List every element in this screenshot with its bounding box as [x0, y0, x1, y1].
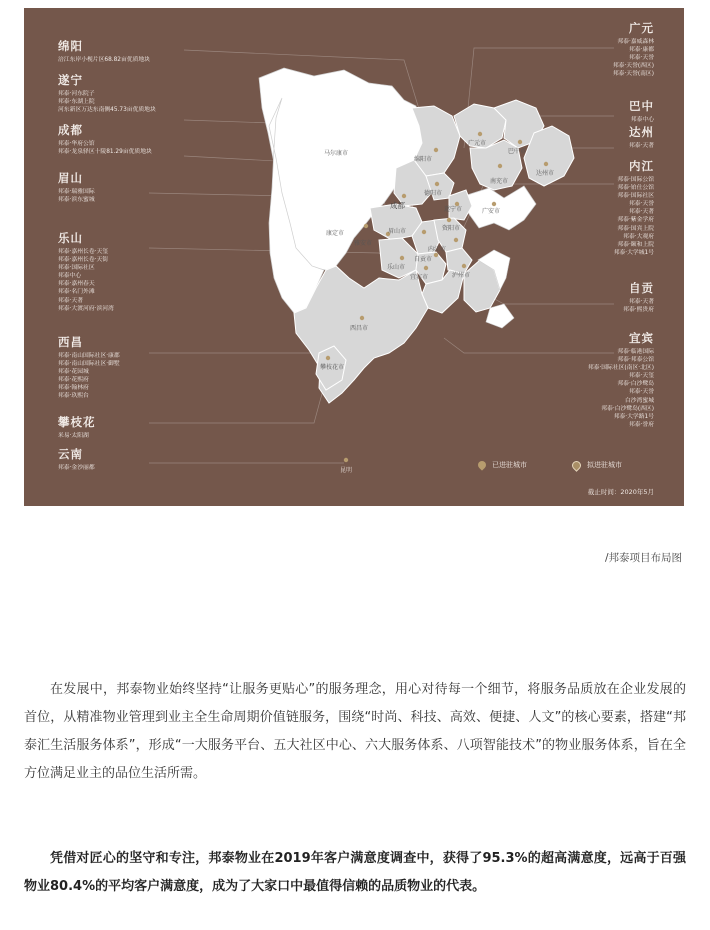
project-item: 邦泰·滨东蜜城: [58, 197, 95, 204]
city-label: 马尔康市: [324, 150, 349, 157]
project-item: 邦泰·白沙鹭岛: [617, 381, 654, 388]
project-item: 邦泰·天誉: [628, 389, 654, 396]
region-block-meishan: [58, 170, 95, 204]
region-block-bazhong: [629, 98, 654, 124]
city-label: 广安市: [482, 208, 501, 215]
city-pin: [498, 164, 502, 168]
map-pin-icon: [476, 459, 487, 470]
city-pin: [447, 218, 451, 222]
region-title: 遂宁: [58, 73, 83, 87]
project-item: 邦泰·颐和上院: [617, 241, 654, 248]
city-pin: [422, 230, 426, 234]
city-label: 内江市: [428, 246, 447, 253]
region-title: 成都: [58, 123, 83, 137]
city-pin: [400, 256, 404, 260]
project-item: 邦泰·国际社区(南区·北区): [587, 365, 654, 372]
project-item: 邦泰·天誉: [628, 201, 654, 208]
project-item: 邦泰·金沙丽都: [58, 465, 95, 471]
project-item: 邦泰·天著: [58, 297, 84, 304]
project-item: 邦泰·誉府: [628, 421, 654, 428]
city-label: 德阳市: [424, 190, 443, 197]
project-layout-map: [24, 8, 684, 506]
city-label: 遂宁市: [444, 206, 463, 213]
project-item: 邦泰·南山国际社区·御墅: [58, 361, 120, 368]
region-block-panzhihua: [58, 414, 96, 440]
project-item: 邦泰·嘉州长卷·天街: [58, 257, 109, 264]
project-item: 米易·太阳湖: [58, 433, 89, 439]
project-item: 邦泰·天誉: [628, 55, 654, 62]
region-title: 达州: [629, 125, 654, 139]
project-item: 邦泰·国际社区: [617, 193, 654, 200]
project-item: 邦泰·华府公馆: [58, 141, 95, 147]
project-item: 邦泰·国宾上院: [617, 225, 654, 232]
region-title: 宜宾: [629, 331, 654, 345]
project-item: 白沙湾蜜城: [625, 397, 654, 404]
region-block-zigong: [623, 280, 654, 314]
map-pin-outline-icon: [570, 459, 583, 472]
city-label: 宜宾市: [410, 274, 429, 281]
region-title: 巴中: [629, 99, 654, 113]
city-pin: [478, 132, 482, 136]
region-title: 云南: [58, 447, 83, 461]
city-pin: [402, 194, 406, 198]
region-block-xichang: [58, 334, 120, 401]
legend-planned: [572, 460, 622, 470]
region-block-chengdu: [58, 122, 152, 156]
city-label: 眉山市: [388, 228, 407, 235]
city-pin: [435, 182, 439, 186]
city-label: 南充市: [490, 178, 509, 185]
region-title: 广元: [629, 21, 654, 35]
project-item: 邦泰·天誉(南区): [612, 71, 654, 78]
region-title: 绵阳: [58, 39, 83, 53]
project-item: 邦泰·河东院子: [58, 91, 95, 97]
project-item: 邦泰·国际公馆: [617, 177, 654, 183]
legend-label: 拟进驻城市: [587, 461, 622, 469]
city-pin: [424, 266, 428, 270]
city-pin: [462, 264, 466, 268]
region-block-mianyang: [58, 38, 150, 64]
project-item: 邦泰·康都: [628, 47, 654, 54]
project-item: 邦泰·嘉州长卷·天玺: [58, 249, 109, 255]
project-item: 邦泰·天著: [628, 143, 654, 149]
body-paragraph: 在发展中，邦泰物业始终坚持“让服务更贴心”的服务理念，用心对待每一个细节，将服务品质放在企业发展的首位，从精准物业管理到业主全生命周期价值链服务，围绕“时尚、科技、高效、便捷、人文”的核心要素，搭建“邦泰汇生活服务体系”，形成“一大服务平台、五大社区中心、六大服务体系、八项智能技术”的物业服务体系，旨在全方位满足业主的品位生活所需。: [24, 682, 686, 781]
body-paragraph-bold: 凭借对匠心的坚守和专注，邦泰物业在2019年客户满意度调查中，获得了95.3%的超高满意度，远高于百强物业80.4%的平均客户满意度，成为了大家口中最值得信赖的品质物业的代表。: [24, 851, 686, 894]
project-item: 邦泰·大学城1号: [613, 249, 654, 256]
project-item: 邦泰中心: [630, 117, 654, 123]
region-block-yunnan: [58, 446, 95, 472]
region-block-guangyuan: [613, 20, 654, 78]
city-label: 达州市: [536, 170, 555, 177]
region-title: 眉山: [58, 171, 83, 185]
city-pin: [454, 238, 458, 242]
project-item: 邦泰·瑞雅国际: [58, 189, 95, 195]
project-item: 邦泰·大学路1号: [613, 413, 654, 420]
city-label: 自贡市: [414, 256, 433, 263]
project-item: 邦泰·白沙鹭岛(西区): [601, 405, 654, 412]
legend-label: 已进驻城市: [492, 461, 527, 469]
city-label: 巴中市: [508, 148, 527, 155]
project-item: 邦泰中心: [58, 273, 82, 280]
project-item: 邦泰·龙泉驿区十陵81.29亩优质地块: [58, 149, 152, 156]
project-item: 邦泰·花熙府: [58, 377, 89, 384]
city-label: 成都: [390, 201, 405, 210]
region-block-suining: [58, 72, 156, 114]
region-title: 西昌: [58, 335, 83, 349]
city-pin: [434, 253, 438, 257]
region-title: 乐山: [58, 231, 83, 245]
city-label: 资阳市: [442, 225, 461, 232]
city-label: 雅安市: [354, 240, 373, 247]
project-item: 邦泰·铂仕公馆: [617, 185, 654, 192]
project-item: 邦泰·邦泰公馆: [617, 357, 654, 364]
city-label: 广元市: [468, 140, 487, 147]
city-pin: [326, 356, 330, 360]
project-item: 邦泰·熙贵府: [623, 307, 654, 314]
project-item: 邦泰·南山国际社区·康郡: [58, 353, 120, 359]
project-item: 邦泰·大渡河府·滨河湾: [58, 305, 114, 312]
project-item: 邦泰·紫金学府: [617, 217, 654, 224]
city-label: 绵阳市: [414, 156, 433, 163]
city-pin: [360, 316, 364, 320]
region-block-yibin: [588, 330, 654, 429]
city-pin: [518, 140, 522, 144]
city-label: 西昌市: [350, 325, 369, 332]
project-item: 邦泰·天誉(西区): [612, 63, 654, 70]
project-item: 邦泰·国际社区: [58, 265, 95, 272]
project-item: 邦泰·东湖上院: [58, 99, 95, 106]
project-item: 邦泰·天玺: [628, 373, 654, 380]
region-block-neijiang: [614, 158, 654, 257]
image-caption: /邦泰项目布局图: [604, 552, 682, 564]
project-item: 邦泰·天著: [628, 209, 654, 216]
city-pin: [544, 162, 548, 166]
city-label: 昆明: [340, 467, 353, 474]
project-item: 邦泰·嘉威森林: [617, 39, 654, 45]
region-block-dazhou: [629, 124, 654, 150]
project-item: 邦泰·名门外滩: [58, 289, 95, 296]
project-item: 涪江东岸小枧片区68.82亩优质地块: [58, 57, 150, 63]
project-item: 邦泰·花园城: [58, 369, 89, 376]
project-item: 邦泰·翰林府: [58, 385, 89, 392]
project-item: 邦泰·天著: [628, 299, 654, 305]
city-label: 攀枝花市: [320, 364, 345, 371]
project-item: 邦泰·嘉州春天: [58, 281, 95, 288]
city-pin: [364, 224, 368, 228]
project-item: 河东新区万达东南侧45.73亩优质地块: [58, 107, 156, 114]
project-item: 邦泰·大观府: [623, 233, 654, 240]
region-title: 内江: [629, 159, 654, 173]
city-label: 乐山市: [387, 264, 406, 271]
city-pin: [344, 458, 348, 462]
region-title: 自贡: [629, 281, 654, 295]
project-item: 邦泰·临港国际: [617, 349, 654, 355]
city-label: 泸州市: [452, 272, 471, 279]
deadline-note: 截止时间：2020年5月: [587, 488, 654, 496]
project-item: 邦泰·玖熙台: [58, 393, 89, 400]
city-pin: [434, 148, 438, 152]
legend-entered: [478, 460, 527, 470]
region-block-leshan: [58, 230, 114, 313]
city-label: 康定市: [326, 230, 345, 237]
region-title: 攀枝花: [58, 415, 96, 429]
